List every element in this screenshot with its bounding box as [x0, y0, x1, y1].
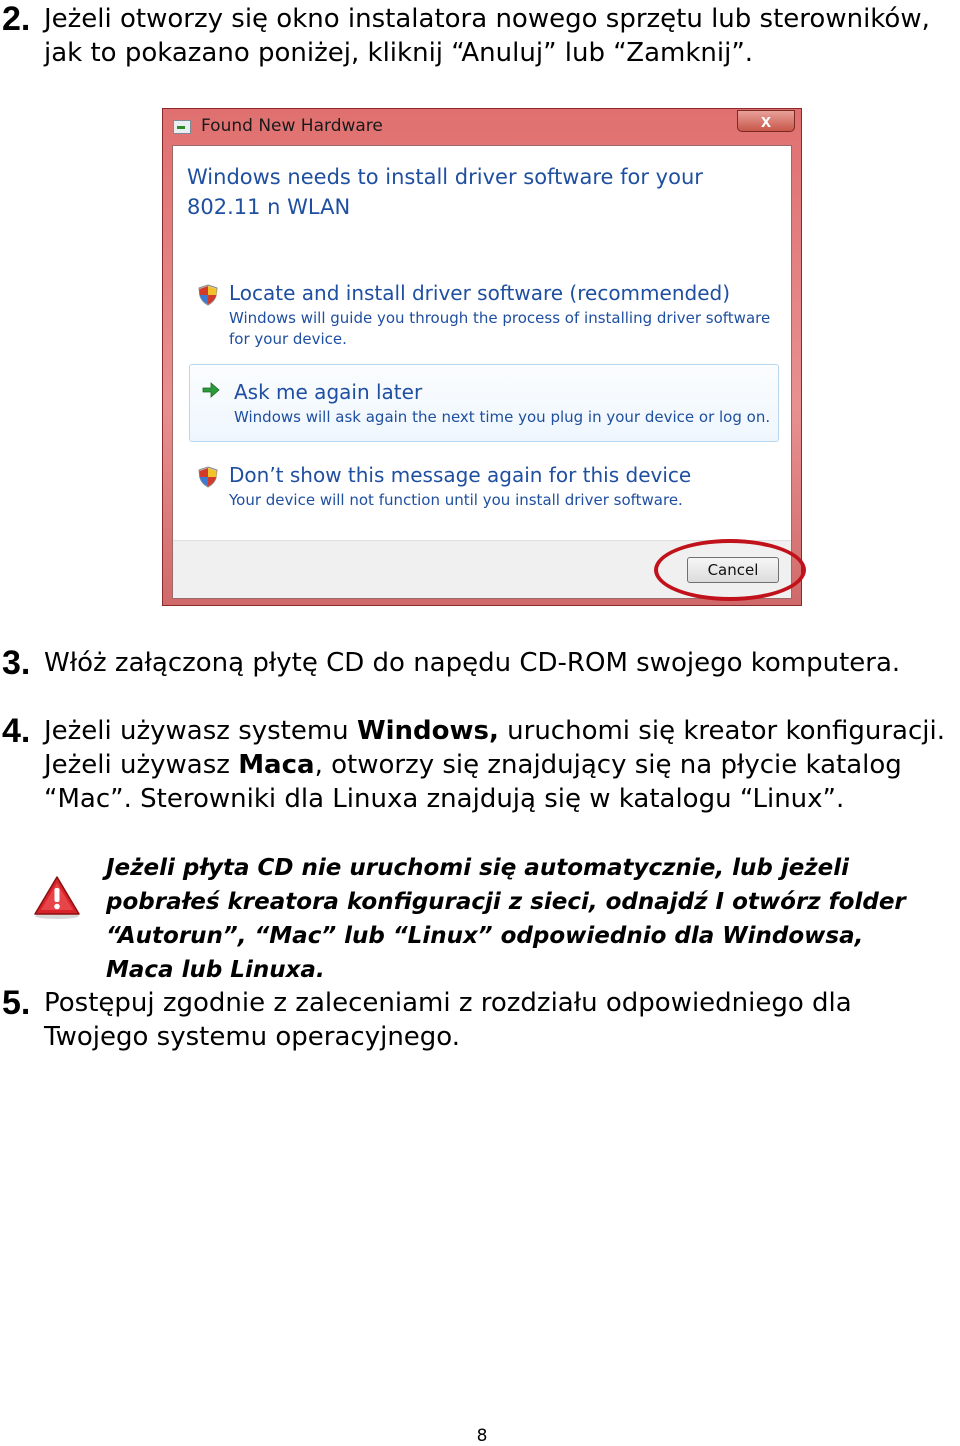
cancel-highlight-ring	[654, 539, 806, 601]
shield-icon	[197, 466, 219, 488]
option-title: Don’t show this message again for this device	[229, 463, 692, 487]
close-button[interactable]: x	[737, 110, 795, 132]
step-text: Jeżeli otworzy się okno instalatora nowego sprzętu lub sterowników, jak to pokazano poniżej, kliknij “Anuluj” lub “Zamknij”.	[44, 4, 930, 68]
hardware-icon	[173, 120, 191, 134]
option-ask-later[interactable]	[189, 364, 779, 442]
found-new-hardware-dialog	[162, 108, 802, 606]
step-text: Jeżeli używasz systemu Windows, uruchomi się kreator konfiguracji. Jeżeli używasz Maca, otworzy się znajdujący się na płycie katalog “Mac”. Sterowniki dla Linuxa znajdują się w katalogu “Linux”.	[44, 716, 945, 814]
warning-icon	[32, 874, 82, 920]
page-number: 8	[476, 1426, 488, 1446]
option-title: Ask me again later	[234, 380, 423, 404]
option-description: Windows will guide you through the process of installing driver software for your device.	[229, 309, 771, 348]
step-text: Włóż załączoną płytę CD do napędu CD-ROM swojego komputera.	[44, 648, 901, 678]
shield-icon	[197, 284, 219, 306]
step-number: 4.	[2, 712, 31, 750]
step-text: Postępuj zgodnie z zaleceniami z rozdziału odpowiedniego dla Twojego systemu operacyjnego.	[44, 988, 852, 1052]
cancel-button[interactable]: Cancel	[687, 557, 779, 583]
dialog-client-area	[172, 145, 792, 599]
green-arrow-icon	[200, 379, 222, 401]
dialog-heading: Windows needs to install driver software for your 802.11 n WLAN	[187, 165, 703, 219]
option-dont-show[interactable]	[197, 462, 767, 522]
option-description: Your device will not function until you install driver software.	[229, 491, 683, 509]
dialog-title: Found New Hardware	[201, 116, 383, 136]
autorun-note: Jeżeli płyta CD nie uruchomi się automatycznie, lub jeżeli pobrałeś kreatora konfiguracji z sieci, odnajdź I otwórz folder “Autorun”, “Mac” lub “Linux” odpowiednio dla Windowsa, Maca lub Linuxa.	[106, 855, 906, 983]
step-number: 2.	[2, 0, 31, 38]
step-number: 3.	[2, 644, 31, 682]
step-number: 5.	[2, 984, 31, 1022]
option-title: Locate and install driver software (recommended)	[229, 281, 730, 305]
option-locate-install[interactable]	[197, 280, 771, 350]
option-description: Windows will ask again the next time you plug in your device or log on.	[234, 408, 771, 426]
